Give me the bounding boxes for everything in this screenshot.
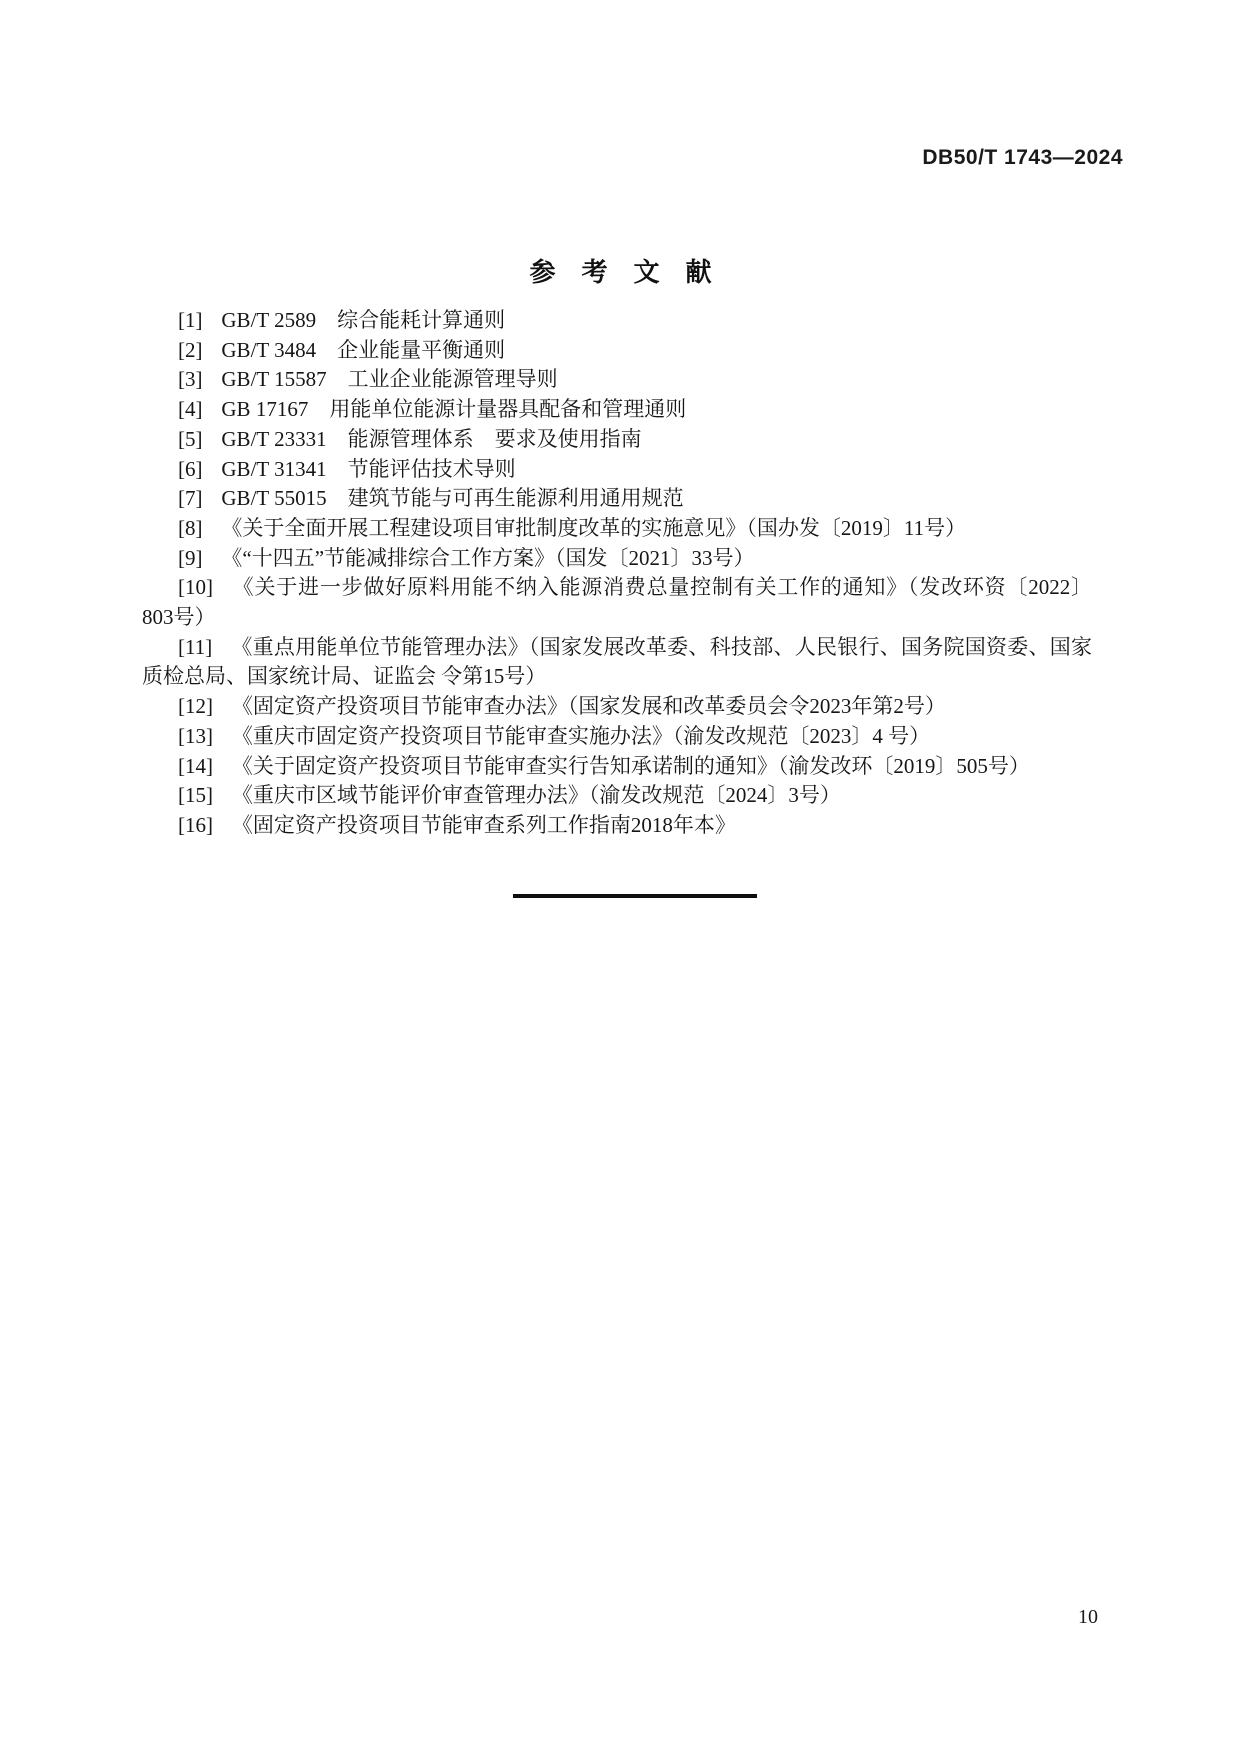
reference-text: GB/T 31341 节能评估技术导则: [221, 456, 516, 481]
reference-item: [142, 455, 1092, 485]
reference-label: [2]: [178, 337, 203, 362]
reference-label: [9]: [178, 545, 203, 570]
reference-item: [142, 484, 1092, 514]
reference-label: [12]: [178, 694, 213, 719]
reference-text: 《固定资产投资项目节能审查系列工作指南2018年本》: [231, 812, 736, 837]
reference-text: 《关于全面开展工程建设项目审批制度改革的实施意见》（国办发〔2019〕11号）: [221, 515, 967, 540]
reference-label: [8]: [178, 515, 203, 540]
reference-text: 《“十四五”节能减排综合工作方案》（国发〔2021〕33号）: [221, 545, 755, 570]
end-of-document-rule: [513, 894, 757, 898]
reference-text: GB/T 15587 工业企业能源管理导则: [221, 367, 558, 392]
reference-text: 《关于进一步做好原料用能不纳入能源消费总量控制有关工作的通知》（发改环资〔2022〕803号）: [142, 575, 1092, 630]
reference-label: [13]: [178, 723, 213, 748]
reference-item: [142, 573, 1092, 632]
reference-label: [4]: [178, 397, 203, 422]
reference-item: [142, 514, 1092, 544]
reference-label: [10]: [178, 575, 213, 600]
reference-item: [142, 425, 1092, 455]
reference-item: [142, 811, 1092, 841]
reference-item: [142, 306, 1092, 336]
reference-text: 《重庆市固定资产投资项目节能审查实施办法》（渝发改规范〔2023〕4 号）: [231, 723, 931, 748]
reference-item: [142, 781, 1092, 811]
reference-label: [5]: [178, 426, 203, 451]
reference-item: [142, 365, 1092, 395]
reference-text: 《关于固定资产投资项目节能审查实行告知承诺制的通知》（渝发改环〔2019〕505号）: [231, 753, 1030, 778]
reference-text: GB/T 55015 建筑节能与可再生能源利用通用规范: [221, 486, 684, 511]
standard-number: DB50/T 1743—2024: [922, 146, 1123, 169]
references-list: [142, 306, 1092, 841]
reference-item: [142, 544, 1092, 574]
reference-label: [11]: [178, 634, 213, 659]
reference-text: 《重点用能单位节能管理办法》（国家发展改革委、科技部、人民银行、国务院国资委、国家质检总局、国家统计局、证监会 令第15号）: [142, 634, 1092, 689]
reference-text: 《固定资产投资项目节能审查办法》（国家发展和改革委员会令2023年第2号）: [231, 694, 946, 719]
reference-text: 《重庆市区域节能评价审查管理办法》（渝发改规范〔2024〕3号）: [231, 783, 841, 808]
reference-label: [16]: [178, 812, 213, 837]
reference-label: [15]: [178, 783, 213, 808]
reference-label: [6]: [178, 456, 203, 481]
reference-text: GB/T 3484 企业能量平衡通则: [221, 337, 506, 362]
reference-item: [142, 692, 1092, 722]
reference-item: [142, 633, 1092, 692]
reference-item: [142, 395, 1092, 425]
page-number: 10: [1078, 1606, 1098, 1628]
reference-text: GB 17167 用能单位能源计量器具配备和管理通则: [221, 397, 687, 422]
page-title: 参 考 文 献: [529, 257, 712, 287]
reference-item: [142, 722, 1092, 752]
reference-label: [1]: [178, 308, 203, 332]
reference-label: [3]: [178, 367, 203, 392]
reference-item: [142, 752, 1092, 782]
reference-label: [7]: [178, 486, 203, 511]
reference-text: GB/T 2589 综合能耗计算通则: [221, 308, 506, 332]
reference-label: [14]: [178, 753, 213, 778]
reference-item: [142, 336, 1092, 366]
reference-text: GB/T 23331 能源管理体系 要求及使用指南: [221, 426, 642, 451]
